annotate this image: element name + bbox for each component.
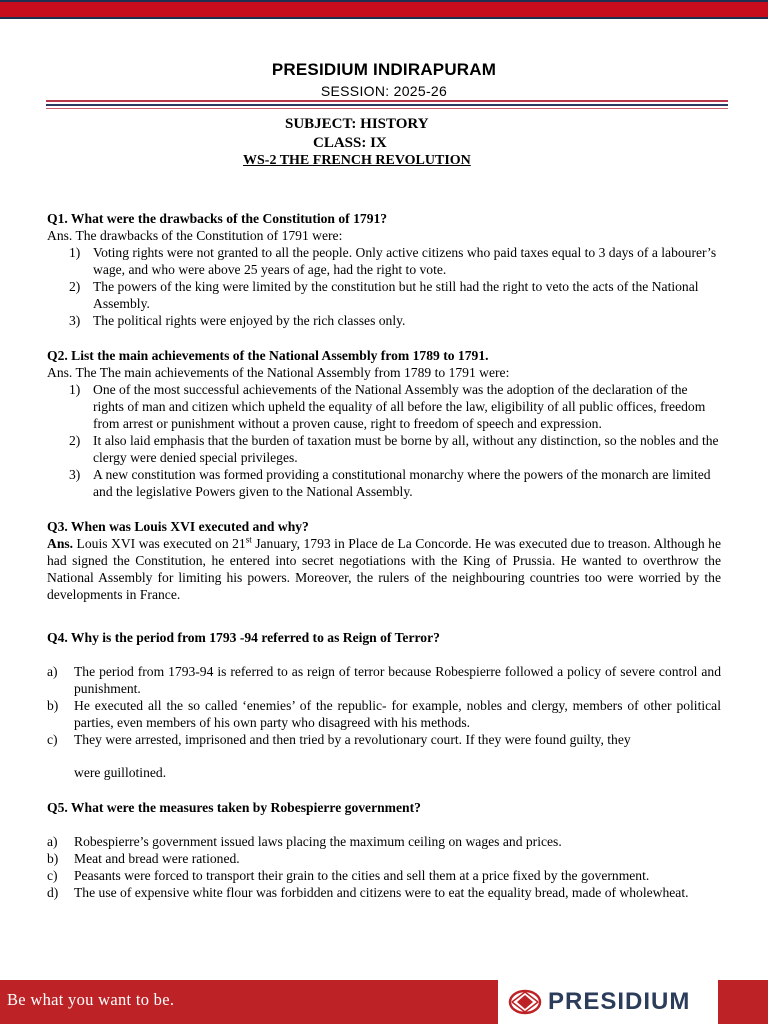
footer-brand bbox=[498, 980, 718, 1024]
footer-tagline-band bbox=[0, 980, 498, 1024]
answer-3: Ans. Louis XVI was executed on 21st January, 1793 in Place de La Concorde. He was executed due to treason. Although he had signed the Constitution, he entered into secret negotiations with the King of Prussia. He wanted to overthrow the National Assembly for limiting his powers. Moreover, the rulers of the neighbouring countries too were worried by the developments in France. bbox=[47, 534, 721, 602]
brand-name: PRESIDIUM bbox=[548, 988, 691, 1015]
answer-4-list bbox=[47, 663, 721, 748]
list-item: c) They were arrested, imprisoned and then tried by a revolutionary court. If they were found guilty, they bbox=[47, 732, 631, 747]
list-item: a) Robespierre’s government issued laws placing the maximum ceiling on wages and prices. bbox=[47, 834, 562, 849]
list-item: d) The use of expensive white flour was forbidden and citizens were to eat the equality bread, made of wholewheat. bbox=[47, 885, 689, 900]
worksheet-content bbox=[47, 210, 721, 901]
question-4: Q4. Why is the period from 1793 -94 referred to as Reign of Terror? bbox=[47, 630, 440, 645]
answer-2-list bbox=[47, 381, 721, 500]
list-item: 1) Voting rights were not granted to all the people. Only active citizens who paid taxes equal to 3 days of a labourer’s wage, and who were above 25 years of age, had the right to vote. bbox=[69, 245, 717, 277]
list-item: b) He executed all the so called ‘enemies’ of the republic- for example, nobles and clergy, members of other political parties, even members of his own party who disagreed with his methods. bbox=[47, 698, 721, 730]
header-divider bbox=[46, 100, 728, 111]
page-footer bbox=[0, 980, 768, 1024]
session-label: SESSION: 2025-26 bbox=[320, 83, 448, 99]
answer-1-intro: Ans. The drawbacks of the Constitution of 1791 were: bbox=[47, 228, 343, 243]
top-banner-stripe bbox=[0, 0, 768, 19]
answer-2-intro: Ans. The The main achievements of the National Assembly from 1789 to 1791 were: bbox=[47, 365, 510, 380]
footer-right-band bbox=[718, 980, 768, 1024]
answer-5-list bbox=[47, 833, 721, 901]
list-item: 2) It also laid emphasis that the burden of taxation must be borne by all, without any distinction, so the nobles and the clergy were denied special privileges. bbox=[69, 433, 719, 465]
list-item: c) Peasants were forced to transport their grain to the cities and sell them at a price fixed by the government. bbox=[47, 868, 650, 883]
question-5: Q5. What were the measures taken by Robespierre government? bbox=[47, 800, 421, 815]
footer-tagline: Be what you want to be. bbox=[7, 990, 175, 1009]
question-1: Q1. What were the drawbacks of the Constitution of 1791? bbox=[47, 211, 388, 226]
question-3: Q3. When was Louis XVI executed and why? bbox=[47, 519, 309, 534]
list-item: 3) A new constitution was formed providing a constitutional monarchy where the powers of the monarch are limited and the legislative Powers given to the National Assembly. bbox=[69, 467, 711, 499]
list-item: 3) The political rights were enjoyed by the rich classes only. bbox=[69, 313, 406, 328]
worksheet-title: WS-2 THE FRENCH REVOLUTION bbox=[243, 153, 471, 168]
list-item: b) Meat and bread were rationed. bbox=[47, 851, 240, 866]
list-item: 2) The powers of the king were limited by the constitution but he still had the right to veto the acts of the National Assembly. bbox=[69, 279, 699, 311]
answer-1-list bbox=[47, 244, 721, 329]
list-item: 1) One of the most successful achievements of the National Assembly was the adoption of the declaration of the rights of man and citizen which upheld the equality of all before the law, eligibility of all public offices, freedom from arrest or punishment without a proven cause, right to freedom of speech and expression. bbox=[69, 382, 706, 431]
class-label: CLASS: IX bbox=[313, 135, 387, 151]
question-2: Q2. List the main achievements of the National Assembly from 1789 to 1791. bbox=[47, 348, 489, 363]
presidium-logo-icon bbox=[508, 989, 542, 1015]
subject-label: SUBJECT: HISTORY bbox=[285, 116, 429, 132]
answer-4-continuation: were guillotined. bbox=[74, 765, 167, 780]
list-item: a) The period from 1793-94 is referred to as reign of terror because Robespierre followed a policy of severe control and punishment. bbox=[47, 664, 721, 696]
school-name: PRESIDIUM INDIRAPURAM bbox=[271, 60, 497, 79]
